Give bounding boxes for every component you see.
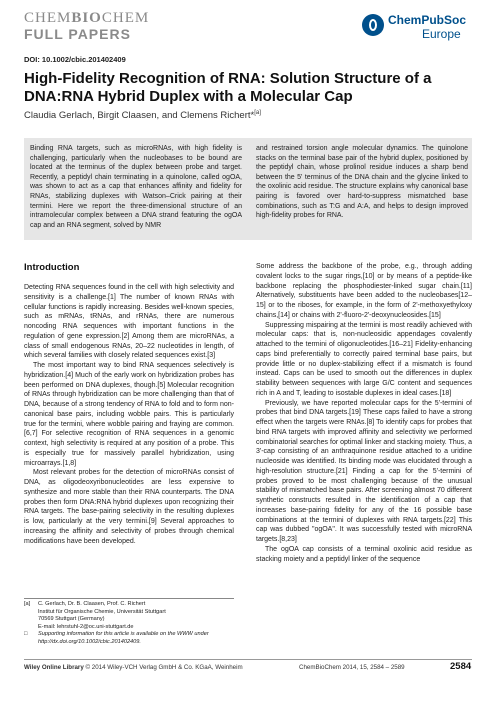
chempubsoc-logo-icon [362, 14, 384, 36]
section-heading: Introduction [24, 262, 80, 273]
paragraph: Some address the backbone of the probe, e.g., through adding covalent locks to the sugar rings,[10] or by means of a peptide-like backbone replacing the phosphodiester-linked sugar chain.[11] Alternatively, substituents have been added to the nucleobases[12–15] or to the riboses, for example, in the form of 2'-methoxyethyloxy chains,[14] or chains with 2'-fluoro-2'-deoxynucleosides.[15] [256, 263, 472, 319]
affiliation-email[interactable]: E-mail: lehrstuhl-2@oc.uni-stuttgart.de [38, 623, 134, 630]
paragraph: Previously, we have reported molecular caps for the 5'-termini of probes that bind DNA targets.[19] These caps failed to have a strong effect when the targets were RNAs.[8] To identify caps for probes that bind RNA targets with improved affinity and selectivity we performed combinatorial searches for optimal linker and stacking moiety. Thus, a 3'-cap consisting of an anthraquinone residue attached to a uridine nucleoside was identified. Its binding mode was elucidated through a high-resolution structure.[21] Finding a cap for the 5'-termini of probes proved to be most challenging because of the unusual stability of mismatched base pairs. After screening almost 70 different synthetic constructs resulted in the identification of a cap that increases base-pairing fidelity for any of the 16 possible base combinations at the termini of duplexes with RNA targets.[22] This cap was dubbed "ogOA". It was successfully tested with microRNA targets.[8,23] [256, 399, 472, 543]
paragraph: Most relevant probes for the detection of microRNAs consist of DNA, as oligodeoxyribonucleotides are less expensive to synthesize and more stable than their RNA counterparts. The DNA probes then form DNA:RNA hybrid duplexes upon recognizing their RNA targets. The base-pairing selectivity in the resulting duplexes is low, particularly at the very termini.[9] Several approaches to increasing the affinity and selectivity of probes through chemical modifications have been developed. [24, 469, 234, 545]
body-right-column [256, 262, 472, 564]
journal-name-part: CHEM [101, 10, 150, 26]
affiliation-line: Institut für Organische Chemie, Universität Stuttgart [38, 608, 166, 615]
journal-name-bold: BIO [71, 10, 102, 26]
article-title: High-Fidelity Recognition of RNA: Solution Structure of a DNA:RNA Hybrid Duplex with a Molecular Cap [24, 70, 432, 105]
affiliation-line: 70569 Stuttgart (Germany) [38, 616, 105, 623]
wiley-online-library-link[interactable]: Wiley Online Library [24, 664, 84, 671]
journal-name-part: CHEM [24, 10, 72, 26]
paragraph: Suppressing mispairing at the termini is most readily achieved with molecular caps: that is, non-nucleosidic appendages covalently attached to the termini of oligonucleotides.[16–21] Fidelity-enhancing caps bind preferentially to correctly paired terminal base pairs, but provide little or no duplex-stabilizing effect if a mismatch is found instead. Caps can be used to smooth out the differences in duplex stability between sequences with large G/C content and sequences rich in A and T, leading to isostable duplexes in ideal cases.[18] [256, 321, 472, 397]
supporting-info-note[interactable]: Supporting information for this article is available on the WWW under http://dx.doi.org/10.1002/cbic.201402409. [38, 631, 209, 645]
affiliation-mark: [a] [24, 601, 31, 607]
paragraph: The most important way to bind RNA sequences selectively is hybridization.[4] Much of the early work on hybridization probes has been performed on DNA duplexes, though.[5] Molecular recognition of RNAs through hybridization can be more challenging than that of DNA, because of a strong tendency of RNA to fold and to form non-canonical base pairs, including wobble pairs. This is particularly true for the termini, where wobble pairing and fraying are common.[6,7] For selective recognition of RNA sequences in a genomic context, high selectivity is required at any position of a probe. This is especially true for massively parallel hybridization, using microarrays.[1,8] [24, 362, 234, 467]
journal-name [24, 10, 149, 26]
paragraph: The ogOA cap consists of a terminal oxolinic acid residue as stacking moiety and a peptidyl linker of the sequence [256, 545, 472, 563]
copyright-text: © 2014 Wiley-VCH Verlag GmbH & Co. KGaA, Weinheim [83, 664, 243, 671]
footer-copyright [24, 664, 243, 671]
abstract-left-column: Binding RNA targets, such as microRNAs, with high fidelity is challenging, particularly when the nucleobases to be bound are located at the terminus of the duplex between probe and target. Recently, a peptidyl chain terminating in a quinolone, called ogOA, was shown to act as a cap that enhances affinity and fidelity for RNAs, stabilizing duplexes with Watson–Crick pairing at their termini. Here we report the three-dimensional structure of an intramolecular complex between a DNA strand featuring the ogOA cap and an RNA segment, solved by NMR [30, 145, 242, 229]
affiliation-line: C. Gerlach, Dr. B. Claasen, Prof. C. Richert [38, 601, 146, 607]
body-left-column [24, 283, 234, 546]
paragraph: Detecting RNA sequences found in the cell with high selectivity and sensitivity is a challenge.[1] The number of known RNAs with cellular functions is rapidly increasing. Besides well-known species, such as mRNAs, tRNAs, and rRNAs, there are numerous noncoding RNA sequences with important functions in the regulation of gene expression.[2] Among them are microRNAs, a class of small endogenous RNAs, 20–22 nucleotides in length, of which several families with closely related sequences exist.[3] [24, 284, 234, 360]
publisher-logo [362, 12, 484, 44]
abstract-box [24, 138, 472, 240]
author-affiliation-mark: [a] [254, 110, 261, 116]
page-number: 2584 [450, 661, 472, 672]
supporting-info-icon: □ [24, 631, 28, 638]
article-type: FULL PAPERS [24, 26, 131, 42]
logo-name: ChemPubSoc [388, 13, 467, 27]
affiliation-footnote [24, 598, 234, 647]
logo-subtitle: Europe [422, 27, 461, 41]
authors-text: Claudia Gerlach, Birgit Claasen, and Clemens Richert* [24, 110, 255, 122]
author-list [24, 110, 261, 121]
page-footer [24, 659, 472, 672]
abstract-right-column: and restrained torsion angle molecular dynamics. The quinolone stacks on the terminal base pair of the hybrid duplex, positioned by the peptidyl chain, whose prolinol residue induces a sharp bend between the 5' terminus of the DNA chain and the glycine linked to the oxolinic acid residue. The structure explains why canonical base pairing is favored over hard-to-suppress mismatched base combinations, such as T:G and A:A, and helps to design improved high-fidelity probes for RNA. [256, 145, 468, 220]
footer-citation: ChemBioChem 2014, 15, 2584 – 2589 [299, 664, 405, 671]
doi[interactable]: DOI: 10.1002/cbic.201402409 [24, 55, 126, 64]
